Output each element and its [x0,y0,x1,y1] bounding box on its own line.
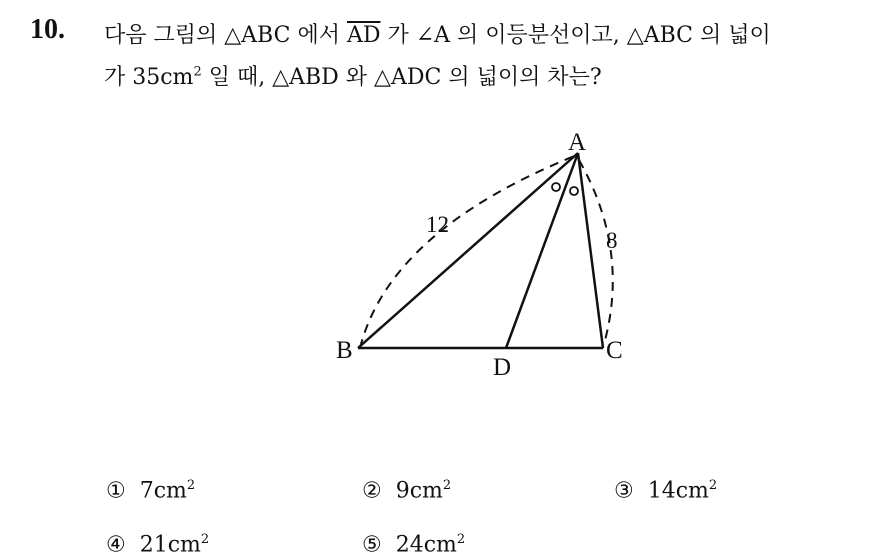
vertex-label-c: C [606,337,623,364]
choice-mark: ① [106,478,126,504]
triangle-figure [320,120,650,385]
superscript: 2 [456,532,466,547]
superscript: 2 [186,478,196,493]
superscript: 2 [708,478,718,493]
angle-mark-circle [570,187,578,195]
superscript: 2 [200,532,210,547]
question-text-part: 다음 그림의 △ABC 에서 [104,23,347,48]
choice-5[interactable] [362,532,465,557]
segment-ad: $\overline{AD}$ [346,23,381,48]
choice-value: 7cm [139,478,187,504]
angle-mark-circle [552,183,560,191]
superscript: 2 [442,478,452,493]
choice-mark: ⑤ [362,532,382,557]
vertex-label-b: B [336,337,353,364]
choice-mark: ③ [614,478,634,504]
choice-mark: ④ [106,532,126,557]
question-number: 10. [30,14,65,45]
question-line-2 [104,60,602,91]
side-length-ab: 12 [426,212,449,237]
side-length-ac: 8 [606,228,618,253]
vertex-label-a: A [568,129,587,156]
choice-4[interactable] [106,532,209,557]
choice-3[interactable] [614,478,717,503]
question-text-part: 일 때, △ABD 와 △ADC 의 넓이의 차는? [201,65,602,90]
superscript: 2 [193,64,202,80]
question-text-part: 가 ∠A 의 이등분선이고, △ABC 의 넓이 [380,23,771,48]
choice-value: 9cm [395,478,443,504]
question-line-1 [104,18,771,49]
side-ac [578,153,603,348]
choice-2[interactable] [362,478,451,503]
bisector-ad [506,153,578,348]
question-text-part: 가 35cm [104,65,194,90]
side-ab [358,153,578,348]
vertex-label-d: D [493,354,512,381]
choice-value: 21cm [139,532,201,557]
choice-value: 24cm [395,532,457,557]
choice-value: 14cm [647,478,709,504]
choice-mark: ② [362,478,382,504]
choice-1[interactable] [106,478,195,503]
